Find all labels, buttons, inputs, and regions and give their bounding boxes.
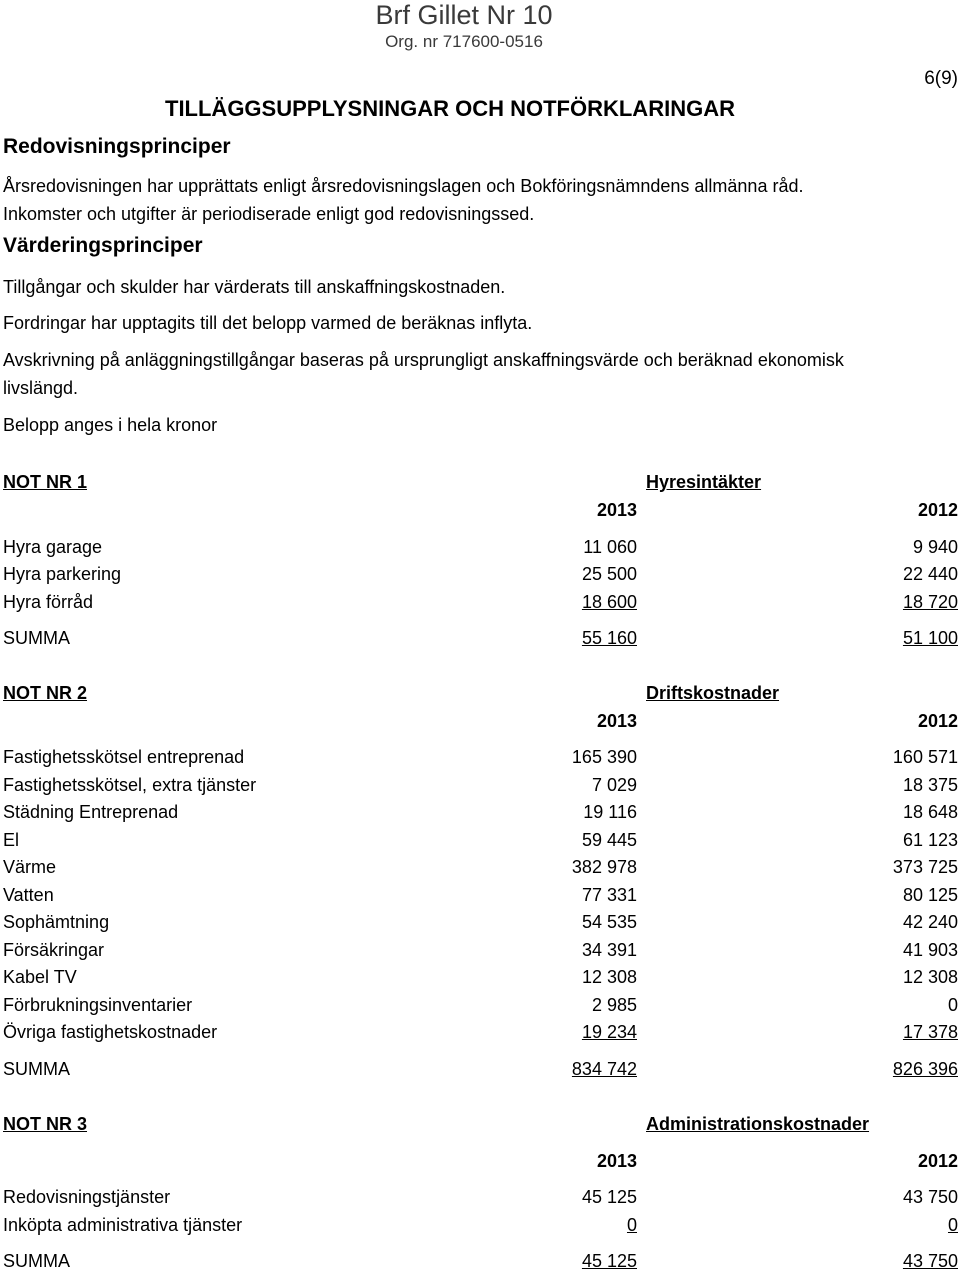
note3-title: Administrationskostnader	[646, 1114, 870, 1134]
note2-row-value-2013: 12 308	[581, 967, 637, 987]
note3-row-value-2013: 45 125	[581, 1187, 637, 1207]
note2-row-value-2013: 54 535	[581, 912, 637, 932]
note1-sum-label: SUMMA	[3, 628, 70, 648]
note2-year-2013: 2013	[596, 711, 637, 731]
note2-sum-2012: 826 396	[892, 1059, 958, 1079]
note2-row-value-2012: 17 378	[902, 1022, 958, 1042]
note2-row-value-2013: 165 390	[571, 747, 637, 767]
page-number: 6(9)	[924, 68, 958, 89]
note1-label: NOT NR 1	[3, 472, 88, 492]
note2-row-label: Städning Entreprenad	[3, 802, 179, 822]
note3-year-2012: 2012	[917, 1151, 958, 1171]
note2-row-label: Kabel TV	[3, 967, 77, 987]
note3-row-value-2012: 43 750	[902, 1187, 958, 1207]
note2-row-value-2012: 61 123	[902, 830, 958, 850]
valuation-line-depreciation: Avskrivning på anläggningstillgångar baseras på ursprungligt anskaffningsvärde och beräknad ekonomisk livslängd.	[3, 350, 844, 398]
note3-row-label: Inköpta administrativa tjänster	[3, 1215, 243, 1235]
note2-label: NOT NR 2	[3, 683, 88, 703]
note2-row-label: Fastighetsskötsel entreprenad	[3, 747, 245, 767]
note1-row-value-2013: 18 600	[581, 592, 637, 612]
note1-row-value-2012: 9 940	[912, 537, 958, 557]
note2-row-value-2012: 0	[947, 995, 958, 1015]
note1-row-label: Hyra förråd	[3, 592, 94, 612]
note2-row-value-2012: 18 375	[902, 775, 958, 795]
note2-row-value-2012: 18 648	[902, 802, 958, 822]
accounting-principles-heading: Redovisningsprinciper	[3, 135, 231, 158]
note2-row-value-2013: 19 116	[583, 802, 637, 822]
note3-row-value-2013: 0	[626, 1215, 637, 1235]
note1-sum-2012: 51 100	[902, 628, 958, 648]
page-title: TILLÄGGSUPPLYSNINGAR OCH NOTFÖRKLARINGAR	[165, 96, 735, 121]
note1-row-value-2012: 22 440	[902, 564, 958, 584]
note2-row-label: Sophämtning	[3, 912, 110, 932]
note2-row-label: Värme	[3, 857, 57, 877]
note2-row-label: Försäkringar	[3, 940, 105, 960]
valuation-line-receivables: Fordringar har upptagits till det belopp varmed de beräknas inflyta.	[3, 313, 533, 333]
note2-year-2012: 2012	[917, 711, 958, 731]
note2-row-value-2012: 41 903	[902, 940, 958, 960]
note2-row-label: El	[3, 830, 20, 850]
note2-sum-2013: 834 742	[571, 1059, 637, 1079]
organization-name: Brf Gillet Nr 10	[375, 0, 553, 30]
accounting-principles-text: Årsredovisningen har upprättats enligt årsredovisningslagen och Bokföringsnämndens allmänna råd. Inkomster och utgifter är periodiserade enligt god redovisningssed.	[3, 176, 804, 224]
valuation-principles-heading: Värderingsprinciper	[3, 234, 203, 257]
note2-row-label: Fastighetsskötsel, extra tjänster	[3, 775, 257, 795]
note2-row-label: Förbrukningsinventarier	[3, 995, 193, 1015]
note1-row-value-2013: 11 060	[583, 537, 637, 557]
note1-row-value-2013: 25 500	[581, 564, 637, 584]
note2-row-value-2013: 77 331	[581, 885, 637, 905]
note2-row-value-2013: 382 978	[571, 857, 637, 877]
note1-sum-2013: 55 160	[581, 628, 637, 648]
note2-row-value-2012: 160 571	[892, 747, 958, 767]
note1-row-label: Hyra parkering	[3, 564, 122, 584]
note2-row-value-2012: 12 308	[902, 967, 958, 987]
note1-row-value-2012: 18 720	[902, 592, 958, 612]
note1-year-2012: 2012	[917, 500, 958, 520]
note1-year-2013: 2013	[596, 500, 637, 520]
valuation-line-assets: Tillgångar och skulder har värderats till anskaffningskostnaden.	[3, 277, 506, 297]
note2-row-value-2012: 80 125	[902, 885, 958, 905]
note2-row-value-2013: 7 029	[591, 775, 637, 795]
note3-sum-label: SUMMA	[3, 1251, 70, 1271]
note3-row-value-2012: 0	[947, 1215, 958, 1235]
note2-row-value-2013: 34 391	[581, 940, 637, 960]
note3-label: NOT NR 3	[3, 1114, 88, 1134]
note3-sum-2012: 43 750	[902, 1251, 958, 1271]
note1-row-label: Hyra garage	[3, 537, 103, 557]
amounts-note: Belopp anges i hela kronor	[3, 415, 218, 435]
note1-title: Hyresintäkter	[646, 472, 762, 492]
note2-row-value-2012: 42 240	[902, 912, 958, 932]
note2-sum-label: SUMMA	[3, 1059, 70, 1079]
note2-row-value-2013: 19 234	[581, 1022, 637, 1042]
note2-row-value-2012: 373 725	[892, 857, 958, 877]
note2-row-label: Vatten	[3, 885, 54, 905]
note2-row-value-2013: 2 985	[591, 995, 637, 1015]
note2-title: Driftskostnader	[646, 683, 780, 703]
note2-row-label: Övriga fastighetskostnader	[3, 1022, 218, 1042]
organization-number: Org. nr 717600-0516	[385, 32, 543, 51]
note3-row-label: Redovisningstjänster	[3, 1187, 171, 1207]
note3-year-2013: 2013	[596, 1151, 637, 1171]
note3-sum-2013: 45 125	[581, 1251, 637, 1271]
note2-row-value-2013: 59 445	[581, 830, 637, 850]
